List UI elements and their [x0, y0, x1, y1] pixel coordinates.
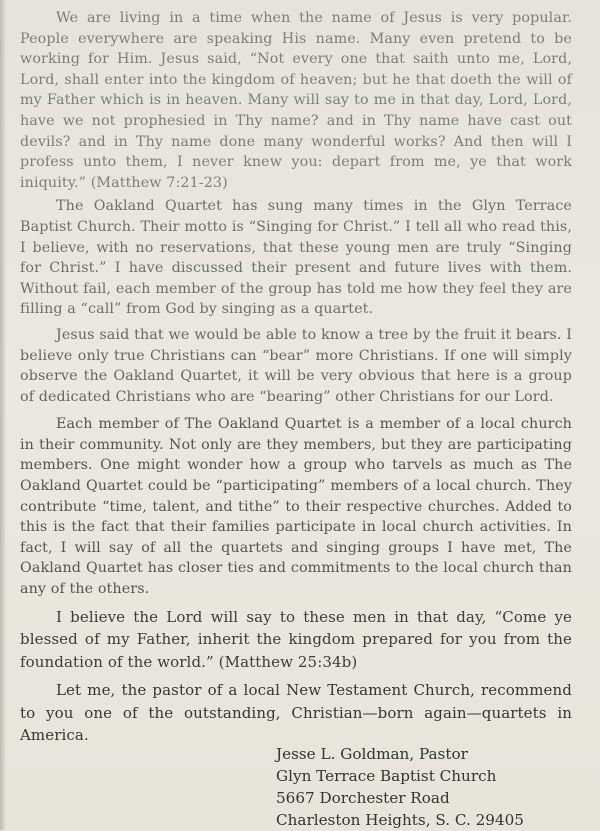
paragraph-3: Jesus said that we would be able to know a tree by the fruit it bears. I believe only true Christians can “bear” more Christians. If one will simply observe the Oakland Quartet, it will be very obvious that here is a group of dedicated Christians who are “bearing” other Christians for our Lord. [20, 326, 572, 405]
paragraph-2: The Oakland Quartet has sung many times in the Glyn Terrace Baptist Church. Their motto is “Singing for Christ.” I tell all who read this, I believe, with no reservations, that these young men are truly “Singing for Christ.” I have discussed their present and future lives with them. Without fail, each member of the group has told me how they feel they are filling a “call” from God by singing as a quartet. [20, 198, 572, 318]
signature-name: Jesse L. Goldman, Pastor [276, 745, 468, 763]
signature-church: Glyn Terrace Baptist Church [276, 767, 497, 785]
signature-block [276, 743, 524, 831]
signature-street: 5667 Dorchester Road [276, 789, 450, 807]
signature-city: Charleston Heights, S. C. 29405 [276, 811, 524, 829]
paragraph-4: Each member of The Oakland Quartet is a member of a local church in their community. Not only are they members, but they are participating members. One might wonder how a group who tarvels as much as The Oakland Quartet could be “participating” members of a local church. They contribute “time, talent, and tithe” to their respective churches. Added to this is the fact that their families participate in local church activities. In fact, I will say of all the quartets and singing groups I have met, The Oakland Quartet has closer ties and commitments to the local church than any of the others. [20, 416, 572, 598]
page-edge-shadow [0, 0, 6, 830]
paragraph-6: Let me, the pastor of a local New Testament Church, recommend to you one of the outstanding, Christian—born again—quartets in America. [20, 681, 572, 745]
paragraph-1: We are living in a time when the name of Jesus is very popular. People everywhere are speaking His name. Many even pretend to be working for Him. Jesus said, “Not every one that saith unto me, Lord, Lord, shall enter into the kingdom of heaven; but he that doeth the will of my Father which is in heaven. Many will say to me in that day, Lord, Lord, have we not prophesied in Thy name? and in Thy name have cast out devils? and in Thy name done many wonderful works? And then will I profess unto them, I never knew you: depart from me, ye that work iniquity.” (Matthew 7:21-23) [20, 10, 572, 191]
paragraph-5: I believe the Lord will say to these men in that day, “Come ye blessed of my Father, inherit the kingdom prepared for you from the foundation of the world.” (Matthew 25:34b) [20, 607, 572, 671]
